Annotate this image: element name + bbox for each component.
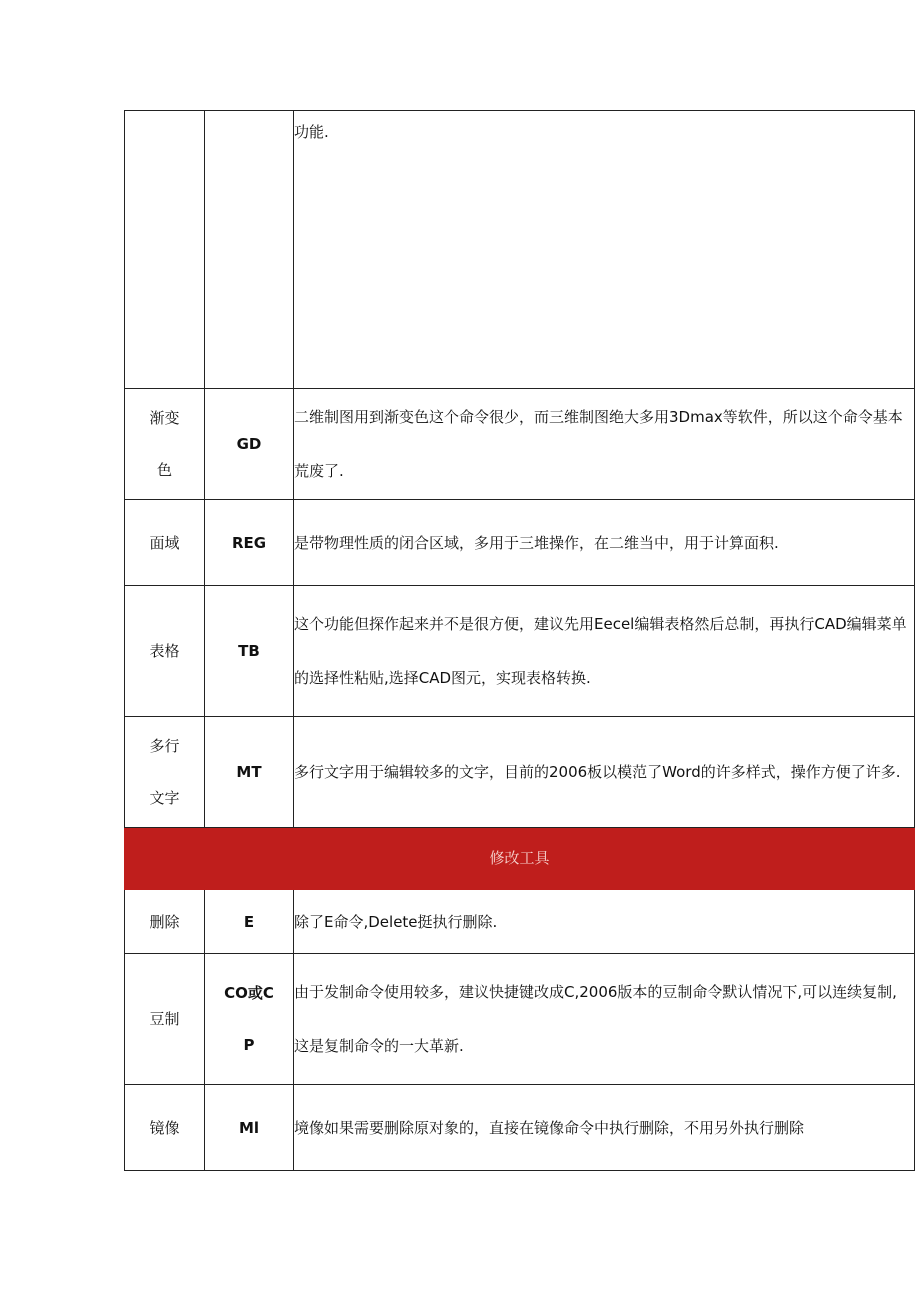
command-name-cell <box>125 954 205 1085</box>
command-description: 多行文字用于编辑较多的文字，目前的2006板以模范了Word的许多样式，操作方便了许多. <box>294 763 901 781</box>
command-description: 境像如果需要删除原对象的，直接在镜像命令中执行删除，不用另外执行删除 <box>294 1118 805 1137</box>
table-row <box>125 586 915 717</box>
table-row <box>125 954 915 1085</box>
command-name-cell <box>125 717 205 828</box>
command-shortcut: GD <box>236 435 262 453</box>
table-row <box>125 389 915 500</box>
command-description: 二维制图用到渐变色这个命令很少，而三维制图绝大多用3Dmax等软件，所以这个命令基本荒废了. <box>294 408 903 480</box>
command-name-cell <box>125 586 205 717</box>
command-name: 多行文字 <box>149 737 180 807</box>
command-shortcut-cell <box>205 954 294 1085</box>
command-description: 除了E命令,Delete挺执行删除. <box>294 912 498 931</box>
table-row <box>125 111 915 389</box>
command-description: 功能. <box>294 123 329 141</box>
command-shortcut: REG <box>231 533 267 552</box>
command-name-cell <box>125 1085 205 1171</box>
command-name-cell <box>125 389 205 500</box>
command-shortcut: MT <box>236 763 262 781</box>
command-name: 删除 <box>149 912 180 931</box>
command-description-cell <box>294 389 915 500</box>
command-description-cell <box>294 954 915 1085</box>
command-shortcut-cell <box>205 389 294 500</box>
command-shortcut-cell <box>205 586 294 717</box>
command-shortcut-cell <box>205 1085 294 1171</box>
command-shortcut-cell <box>205 500 294 586</box>
command-shortcut: Ml <box>238 1118 260 1137</box>
command-description: 是带物理性质的闭合区域，多用于三堆操作，在二维当中，用于计算面积. <box>294 533 779 552</box>
table-row <box>125 500 915 586</box>
command-description: 这个功能但探作起来并不是很方便，建议先用Eecel编辑表格然后总制，再执行CAD编辑菜单的选择性粘贴,选择CAD图元，实现表格转换. <box>294 615 907 687</box>
command-name-cell <box>125 500 205 586</box>
command-name: 面域 <box>149 533 180 552</box>
table-row <box>125 717 915 828</box>
section-header: 修改工具 <box>125 828 915 890</box>
command-shortcut-cell <box>205 717 294 828</box>
command-name-cell <box>125 890 205 954</box>
table-row <box>125 890 915 954</box>
command-name: 豆制 <box>149 1010 180 1028</box>
command-description-cell <box>294 717 915 828</box>
section-header-row <box>125 828 915 890</box>
command-description-cell <box>294 111 915 389</box>
command-name: 表格 <box>149 642 180 660</box>
command-description: 由于发制命令使用较多，建议快捷键改成C,2006版本的豆制命令默认情况下,可以连续复制,这是复制命令的一大革新. <box>294 983 897 1055</box>
command-description-cell <box>294 890 915 954</box>
table-row <box>125 1085 915 1171</box>
command-description-cell <box>294 1085 915 1171</box>
command-name: 镜像 <box>149 1118 180 1137</box>
command-name-cell <box>125 111 205 389</box>
command-name: 渐变色 <box>149 409 180 479</box>
command-table <box>124 110 915 1171</box>
command-shortcut-cell <box>205 890 294 954</box>
command-description-cell <box>294 586 915 717</box>
command-shortcut-cell <box>205 111 294 389</box>
command-shortcut: E <box>243 912 255 931</box>
command-shortcut: CO或CP <box>224 984 274 1054</box>
command-description-cell <box>294 500 915 586</box>
command-shortcut: TB <box>238 642 260 660</box>
